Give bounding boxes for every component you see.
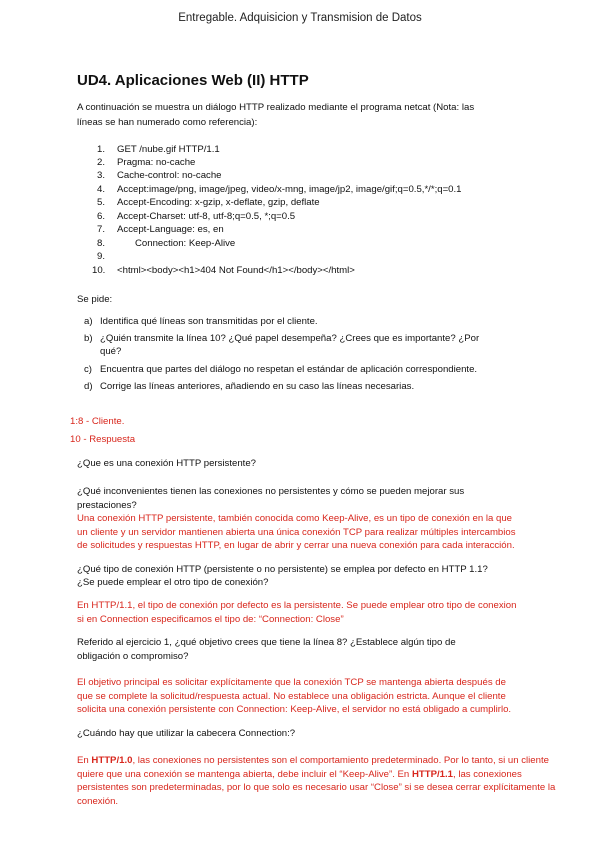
question-4: Referido al ejercicio 1, ¿qué objetivo crees que tiene la línea 8? ¿Establece algún tipo de: [77, 637, 456, 648]
question-2: ¿Qué inconvenientes tienen las conexiones no persistentes y cómo se pueden mejorar sus: [77, 486, 465, 497]
question-3: ¿Qué tipo de conexión HTTP (persistente o no persistente) se emplea por defecto en HTTP 1.1?: [77, 564, 488, 575]
answer-5: En HTTP/1.0, las conexiones no persistentes son el comportamiento predeterminado. Por lo tanto, si un cliente: [77, 755, 549, 766]
answer-4: solicita una conexión persistente con Connection: Keep-Alive, el servidor no está obligado a cumplirlo.: [77, 704, 512, 715]
answer-3: si en Connection especificamos el tipo de: “Connection: Close”: [77, 614, 344, 625]
question-1: ¿Que es una conexión HTTP persistente?: [77, 458, 257, 469]
task-item-continuation: qué?: [100, 346, 122, 357]
task-item: a) Identifica qué líneas son transmitidas por el cliente.: [84, 316, 318, 327]
answer-clients: 1:8 - Cliente.: [70, 416, 125, 427]
dialog-line: 6. Accept-Charset: utf-8, utf-8;q=0.5, *;q=0.5: [97, 211, 296, 222]
task-item: b) ¿Quién transmite la línea 10? ¿Qué papel desempeña? ¿Crees que es importante? ¿Por: [84, 333, 480, 344]
question-3: ¿Se puede emplear el otro tipo de conexión?: [77, 577, 269, 588]
answer-4: que se complete la solicitud/respuesta actual. No establece una obligación estricta. Aunque el cliente: [77, 691, 506, 702]
dialog-line: 3. Cache-control: no-cache: [97, 170, 222, 181]
intro-line-2: líneas se han numerado como referencia):: [77, 117, 258, 128]
task-item: c) Encuentra que partes del diálogo no respetan el estándar de aplicación correspondiente.: [84, 364, 478, 375]
dialog-line: 1. GET /nube.gif HTTP/1.1: [97, 144, 220, 155]
answer-4: El objetivo principal es solicitar explícitamente que la conexión TCP se mantenga abierta después de: [77, 677, 506, 688]
answer-2: Una conexión HTTP persistente, también conocida como Keep-Alive, es un tipo de conexión en la que: [77, 513, 512, 524]
answer-5: conexión.: [77, 796, 119, 807]
dialog-line: 4. Accept:image/png, image/jpeg, video/x-mng, image/jp2, image/gif;q=0.5,*/*;q=0.1: [97, 184, 462, 195]
answer-2: un cliente y un servidor mantienen abierta una única conexión TCP para realizar múltiples intercambios: [77, 527, 516, 538]
question-4: obligación o compromiso?: [77, 651, 189, 662]
dialog-line: 5. Accept-Encoding: x-gzip, x-deflate, gzip, deflate: [97, 197, 320, 208]
se-pide-heading: Se pide:: [77, 294, 113, 305]
dialog-line: 7. Accept-Language: es, en: [97, 224, 224, 235]
answer-5: persistentes son predeterminadas, por lo que solo es necesario usar “Close” si se desea cerrar explícitamente la: [77, 782, 556, 793]
page-title: UD4. Aplicaciones Web (II) HTTP: [77, 72, 309, 89]
document-header: Entregable. Adquisicion y Transmision de Datos: [178, 12, 422, 24]
answer-response: 10 - Respuesta: [70, 434, 136, 445]
dialog-line: 2. Pragma: no-cache: [97, 157, 196, 168]
question-5: ¿Cuándo hay que utilizar la cabecera Connection:?: [77, 728, 296, 739]
answer-3: En HTTP/1.1, el tipo de conexión por defecto es la persistente. Se puede emplear otro tipo de conexion: [77, 600, 517, 611]
answer-2: de solicitudes y respuestas HTTP, en lugar de abrir y cerrar una nueva conexión para cada interacción.: [77, 540, 515, 551]
question-2: prestaciones?: [77, 500, 137, 511]
dialog-line: 8. Connection: Keep-Alive: [97, 238, 236, 249]
dialog-line: 9.: [97, 251, 106, 262]
task-item: d) Corrige las líneas anteriores, añadiendo en su caso las líneas necesarias.: [84, 381, 415, 392]
answer-5: quiere que una conexión se mantenga abierta, debe incluir el “Keep-Alive”. En HTTP/1.1, las conexiones: [77, 769, 522, 780]
intro-line-1: A continuación se muestra un diálogo HTTP realizado mediante el programa netcat (Nota: las: [77, 102, 475, 113]
dialog-line: 10. <html><body><h1>404 Not Found</h1></body></html>: [92, 265, 355, 276]
